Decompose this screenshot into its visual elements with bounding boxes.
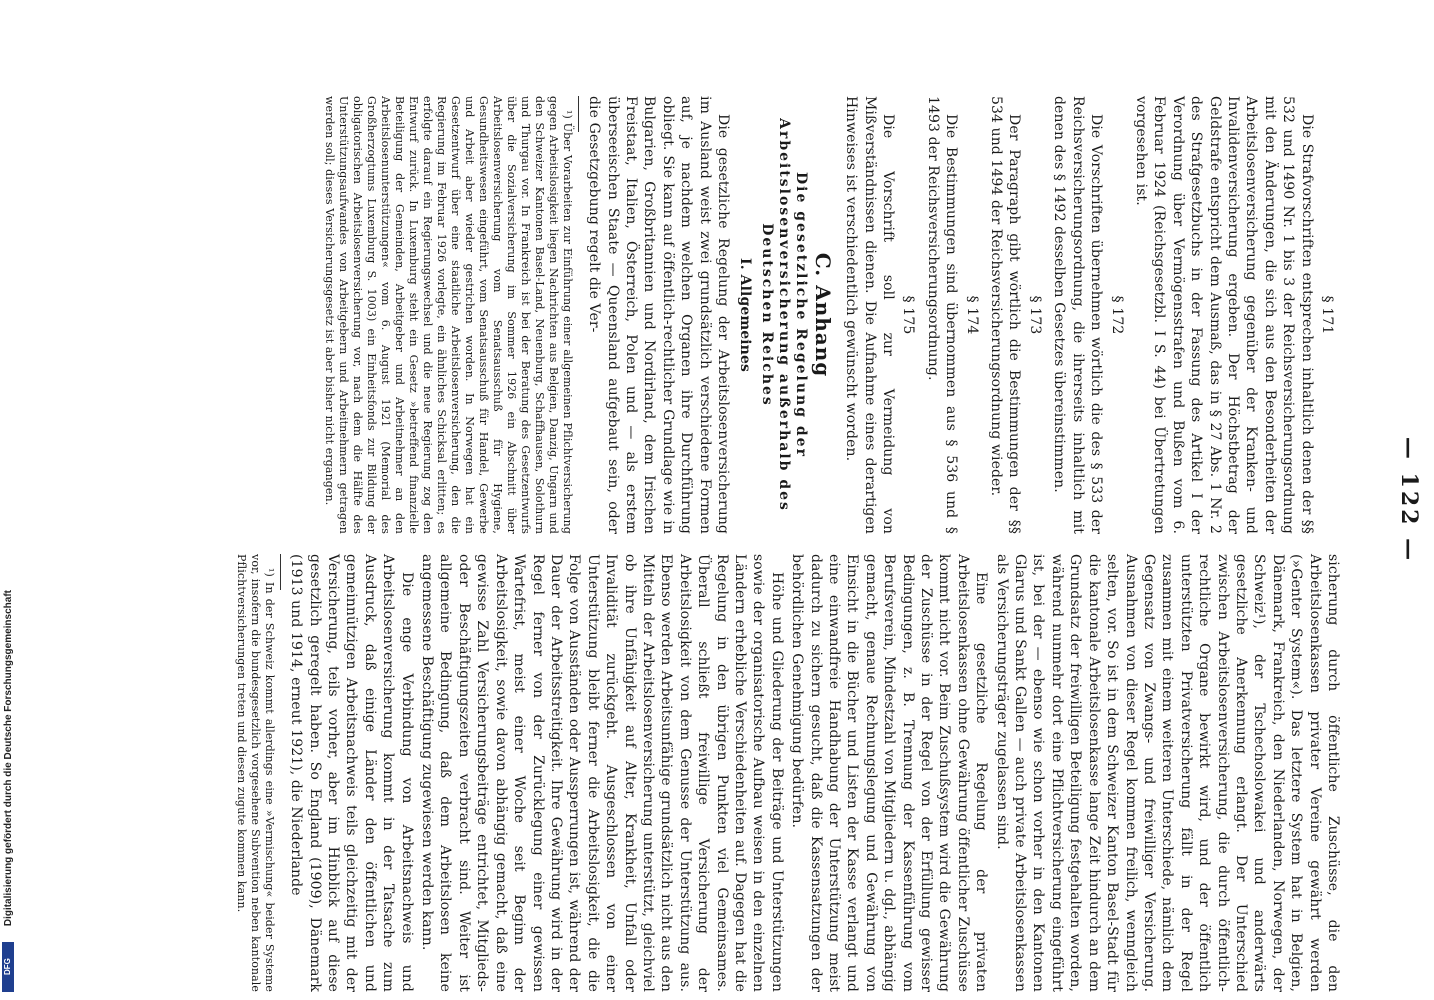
footnote-divider [578, 96, 579, 132]
section-text: Die Strafvorschriften entsprechen inhaltlich denen der §§ 532 und 1490 Nr. 1 bis 3 der Reichsversicherungsordnung mit den Änderungen, die sich aus den Besonderheiten der Arbeitslosenversicherung gegenüber der Kranken- und Invalidenversicherung ergeben. Der Höchstbetrag der Geldstrafe entspricht dem Ausmaß, das in § 27 Abs. 1 Nr. 2 des Strafgesetzbuchs in der Fassung des Artikel I der Verordnung über Vermögensstrafen und Bußen vom 6. Februar 1924 (Reichsgesetzbl. I S. 44) bei Übertretungen vorgesehen ist. [1132, 96, 1315, 534]
section-text: Die Bestimmungen sind übernommen aus § 536 und § 1493 der Reichsversicherungsordnung. [924, 96, 960, 534]
section-heading: § 172 [1108, 295, 1125, 335]
paragraph: sicherung durch öffentliche Zuschüsse, die den Arbeitslosenkassen privater Vereine gewährt werden (»Genter System«). Das letztere System hat in Belgien, Dänemark, Frankreich, den Niederlanden, Norwegen, der Schweiz¹), der Tschechoslowakei und anderwärts gesetzliche Anerkennung erlangt. Der Unterschied zwischen Arbeitslosenversicherung, die durch öffentlich-rechtliche Organe bewirkt wird, und der öffentlich unterstützten Privatversicherung fällt in der Regel zusammen mit einem weiteren Unterschiede, nämlich dem Gegensatz von Zwangs- und freiwilliger Versicherung. Ausnahmen von dieser Regel kommen freilich, wenngleich selten, vor. So ist in dem Schweizer Kanton Basel-Stadt für die kantonale Arbeitslosenkasse lange Zeit hindurch an dem Grundsatz der freiwilligen Beteiligung festgehalten worden, während nunmehr dort eine Pflichtversicherung eingeführt ist, bei der — ebenso wie schon vorher in den Kantonen Glarus und Sankt Gallen — auch private Arbeitslosenkassen als Versicherungsträger zugelassen sind. [993, 554, 1341, 992]
section-heading: § 171 [1319, 295, 1335, 335]
footnote: ¹) In der Schweiz kommt allerdings eine »Vermischung« beider Systeme vor, insofern die bundesgesetzlich vorgesehene Subvention neben kantonale Pflichtversicherungen treten und diesen zugute kommen kann. [234, 554, 276, 992]
general-text: Die gesetzliche Regelung der Arbeitslosenversicherung im Ausland weist zwei grundsätzlich verschiedene Formen auf, je nachdem welchen Organen ihre Durchführung obliegt. Sie kann auf öffentlich-rechtlicher Grundlage wie in Bulgarien, Großbritannien und Nordirland, dem Irischen Freistaat, Italien, Österreich, Polen und — als erstem überseeischen Staate — Queensland aufgebaut sein, oder die Gesetzgebung regelt die Ver- [586, 96, 732, 534]
dfg-logo: DFG [2, 942, 14, 992]
section-heading: § 173 [1026, 295, 1043, 335]
funding-credit-text: Digitalisierung gefördert durch die Deutsche Forschungsgemeinschaft [3, 589, 14, 926]
paragraph: Höhe und Gliederung der Beiträge und Unterstützungen sowie der organisatorische Aufbau weisen in den einzelnen Ländern erhebliche Verschiedenheiten auf. Dagegen hat die Regelung in den übrigen Punkten viel Gemeinsames. Überall schließt freiwillige Versicherung der Arbeitslosigkeit von dem Genusse der Unterstützung aus. Ebenso werden Arbeitsunfähige grundsätzlich nicht aus den Mitteln der Arbeitslosenversicherung unterstützt, gleichviel ob ihre Unfähigkeit auf Alter, Krankheit, Unfall oder Invalidität zurückgeht. Ausgeschlossen von einer Unterstützung bleibt ferner die Arbeitslosigkeit, die die Folge von Ausständen oder Aussperrungen ist, während der Dauer der Arbeitsstreitigkeit. Ihre Gewährung wird in der Regel ferner von der Zurücklegung einer gewissen Wartefrist, meist einer Woche seit Beginn der Arbeitslosigkeit, sowie davon abhängig gemacht, daß eine gewisse Zahl Versicherungsbeiträge entrichtet, Mitglieds- oder Beschäftigungszeiten verbracht sind. Weiter ist allgemeine Bedingung, daß dem Arbeitslosen keine angemessene Beschäftigung zugewiesen werden kann. [419, 554, 785, 992]
section-text: Der Paragraph gibt wörtlich die Bestimmungen der §§ 534 und 1494 der Reichsversicherungsordnung wieder. [988, 96, 1023, 534]
left-column [322, 96, 1342, 534]
paragraph: Eine gesetzliche Regelung der privaten Arbeitslosenkassen ohne Gewährung öffentlicher Zuschüsse kommt nicht vor. Beim Zuschußsystem wird die Gewährung der Zuschüsse in der Regel von der Erfüllung gewisser Bedingungen, z. B. Trennung der Kassenführung vom Berufsverein, Mindestzahl von Mitgliedern u. dgl., abhängig gemacht, genaue Rechnungslegung und Gewährung von Einsicht in die Bücher und Listen der Kasse verlangt und eine einwandfreie Handhabung der Unterstützung meist dadurch zu sichern gesucht, daß die Kassensatzungen der behördlichen Genehmigung bedürfen. [789, 554, 990, 992]
section-heading: § 175 [900, 295, 917, 335]
appendix-title: Die gesetzliche Regelung der Arbeitslosenversicherung außerhalb des Deutschen Reiches [759, 118, 810, 512]
page-number: — 122 — [1396, 436, 1422, 564]
footnote-divider [280, 554, 281, 590]
general-heading: I. Allgemeines [737, 258, 754, 372]
footnote: ¹) Über Vorarbeiten zur Einführung einer allgemeinen Pflichtversicherung gegen Arbeitslosigkeit liegen Nachrichten aus Belgien, Danzig, Ungarn und den Schweizer Kantonen Basel-Land, Neuenburg, Schaffhausen, Solothurn und Thurgau vor. In Frankreich ist bei der Beratung des Gesetzentwurfs über die Sozialversicherung im Sommer 1926 ein Abschnitt über Arbeitslosenversicherung vom Senatsausschuß für Hygiene, Gesundheitswesen eingeführt, vom Senatsausschuß für Handel, Gewerbe und Arbeit aber wieder gestrichen worden. In Norwegen hat ein Gesetzentwurf über eine staatliche Arbeitslosenversicherung, den die Regierung im Februar 1926 vorlegte, ein ähnliches Schicksal erlitten; es erfolgte darauf ein Regierungswechsel und die neue Regierung zog den Entwurf zurück. In Luxemburg steht ein Gesetz »betreffend finanzielle Beteiligung der Gemeinden, Arbeitgeber und Arbeitnehmer an den Arbeitslosenunterstützungen« vom 6. August 1921 (Memorial des Großherzogtums Luxemburg S. 1003) ein Einheitsfonds zur Bildung der obligatorischen Arbeitslosenversicherung vor, nach dem die Hälfte des Unterstützungsaufwandes von Arbeitgebern und Arbeitnehmern getragen werden soll; dieses Versicherungsgesetz ist aber bisher nicht ergangen. [322, 96, 574, 534]
section-text: Die Vorschrift soll zur Vermeidung von Mißverständnissen dienen. Die Aufnahme eines derartigen Hinweises ist verschiedentlich gewünscht worden. [843, 96, 897, 534]
paragraph: Die enge Verbindung von Arbeitsnachweis und Arbeitslosenversicherung kommt in der Tatsache zum Ausdruck, daß einige Länder den öffentlichen und gemeinnützigen Arbeitsnachweis teils gleichzeitig mit der Versicherung, teils vorher, aber im Hinblick auf diese gesetzlich geregelt haben. So England (1909), Dänemark (1913 und 1914, erneut 1921), die Niederlande [288, 554, 415, 992]
section-heading: § 174 [963, 295, 980, 335]
appendix-heading: C. Anhang [810, 252, 835, 378]
section-text: Die Vorschriften übernehmen wörtlich die des § 533 der Reichsversicherungsordnung, die ihrerseits inhaltlich mit denen des § 1492 desselben Gesetzes übereinstimmen. [1051, 96, 1105, 534]
right-column [234, 554, 1342, 992]
